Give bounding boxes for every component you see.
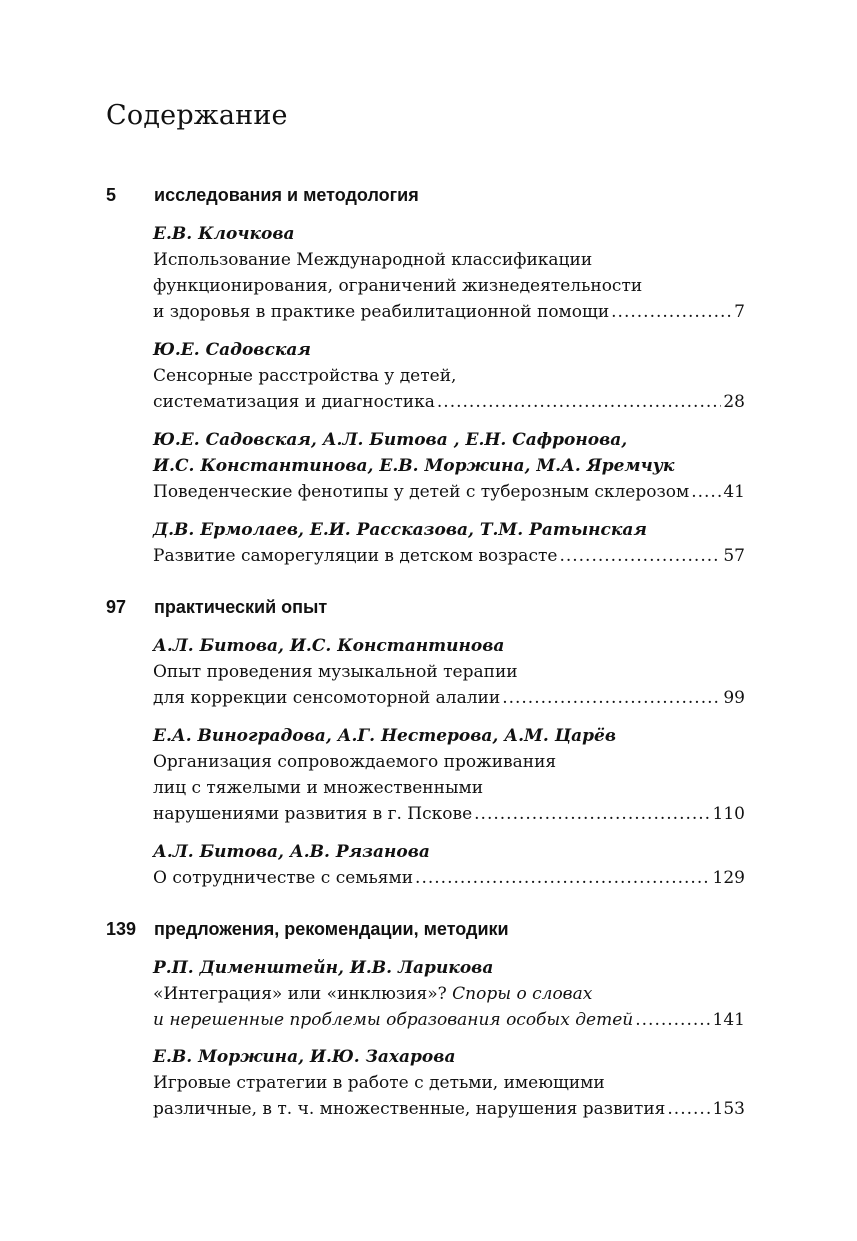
- toc-entry[interactable]: [153, 723, 745, 827]
- entry-authors: Ю.Е. Садовская, А.Л. Битова , Е.Н. Сафронова,: [153, 430, 628, 450]
- section-heading: [106, 597, 746, 623]
- entry-title-text: Поведенческие фенотипы у детей с туберозным склерозом: [153, 482, 690, 502]
- toc-entry[interactable]: [153, 839, 745, 891]
- toc-entry[interactable]: [153, 427, 745, 505]
- toc-entry[interactable]: [153, 337, 745, 415]
- entry-title-last-line: [153, 1096, 745, 1122]
- entry-title-text: для коррекции сенсомоторной алалии: [153, 688, 501, 708]
- entry-title-text: и здоровья в практике реабилитационной помощи: [153, 302, 610, 322]
- dot-leader: [667, 1096, 710, 1122]
- section-title: практический опыт: [154, 597, 328, 617]
- dot-leader: [502, 685, 721, 711]
- toc-entry[interactable]: [153, 955, 745, 1033]
- entry-title-line: Сенсорные расстройства у детей,: [153, 366, 457, 386]
- entry-page-number: 99: [723, 688, 745, 708]
- entry-title-line: Использование Международной классификации: [153, 250, 593, 270]
- dot-leader: [611, 299, 732, 325]
- toc-entry[interactable]: [153, 633, 745, 711]
- entry-page-number: 28: [723, 392, 745, 412]
- entry-title-last-line: [153, 299, 745, 325]
- entry-authors: Ю.Е. Садовская: [153, 340, 311, 360]
- entry-authors: И.С. Константинова, Е.В. Моржина, М.А. Яремчук: [153, 456, 675, 476]
- entry-page-number: 129: [712, 868, 745, 888]
- entry-authors: Р.П. Дименштейн, И.В. Ларикова: [153, 958, 494, 978]
- section-title: исследования и методология: [154, 185, 419, 205]
- entry-title-line: [153, 981, 745, 1007]
- entry-title-last-line: [153, 479, 745, 505]
- entry-page-number: 57: [723, 546, 745, 566]
- entry-title-text: различные, в т. ч. множественные, нарушения развития: [153, 1099, 666, 1119]
- section-page-number: 97: [106, 597, 127, 617]
- entry-title-last-line: [153, 543, 745, 569]
- entry-page-number: 7: [734, 302, 745, 322]
- dot-leader: [415, 865, 711, 891]
- entry-authors: Е.В. Моржина, И.Ю. Захарова: [153, 1047, 456, 1067]
- entry-authors: А.Л. Битова, И.С. Константинова: [153, 636, 505, 656]
- entry-title-last-line: [153, 389, 745, 415]
- section-heading: [106, 919, 746, 945]
- entry-authors: А.Л. Битова, А.В. Рязанова: [153, 842, 430, 862]
- entry-page-number: 153: [712, 1099, 745, 1119]
- section-heading: [106, 185, 746, 211]
- section-page-number: 139: [106, 919, 137, 939]
- toc-entry[interactable]: [153, 517, 745, 569]
- entry-page-number: 141: [712, 1010, 745, 1030]
- section-page-number: 5: [106, 185, 117, 205]
- entry-page-number: 41: [723, 482, 745, 502]
- entry-authors: Е.В. Клочкова: [153, 224, 295, 244]
- entry-title-text: систематизация и диагностика: [153, 392, 435, 412]
- page-title: Содержание: [106, 100, 288, 131]
- entry-title-line: функционирования, ограничений жизнедеятельности: [153, 276, 643, 296]
- entry-title-line: Игровые стратегии в работе с детьми, имеющими: [153, 1073, 605, 1093]
- toc-entry[interactable]: [153, 1044, 745, 1122]
- dot-leader: [691, 479, 721, 505]
- section-title: предложения, рекомендации, методики: [154, 919, 509, 939]
- entry-title-last-line: [153, 801, 745, 827]
- entry-title-last-line: [153, 865, 745, 891]
- entry-title-line: Организация сопровождаемого проживания: [153, 752, 557, 772]
- entry-title-last-line: [153, 1007, 745, 1033]
- entry-title-plain: «Интеграция» или «инклюзия»?: [153, 984, 453, 1004]
- entry-authors: Д.В. Ермолаев, Е.И. Рассказова, Т.М. Ратынская: [153, 520, 647, 540]
- entry-title-last-line: [153, 685, 745, 711]
- entry-title-line: лиц с тяжелыми и множественными: [153, 778, 484, 798]
- toc-entry[interactable]: [153, 221, 745, 325]
- entry-title-text: нарушениями развития в г. Пскове: [153, 804, 473, 824]
- dot-leader: [635, 1007, 710, 1033]
- entry-page-number: 110: [712, 804, 745, 824]
- entry-title-text: Развитие саморегуляции в детском возрасте: [153, 546, 558, 566]
- dot-leader: [437, 389, 721, 415]
- entry-title-text: О сотрудничестве с семьями: [153, 868, 414, 888]
- entry-title-line: Опыт проведения музыкальной терапии: [153, 662, 518, 682]
- entry-authors: Е.А. Виноградова, А.Г. Нестерова, А.М. Царёв: [153, 726, 617, 746]
- dot-leader: [559, 543, 721, 569]
- entry-title-italic: Споры о словах: [452, 984, 593, 1004]
- entry-title-text: и нерешенные проблемы образования особых детей: [153, 1010, 634, 1030]
- dot-leader: [474, 801, 710, 827]
